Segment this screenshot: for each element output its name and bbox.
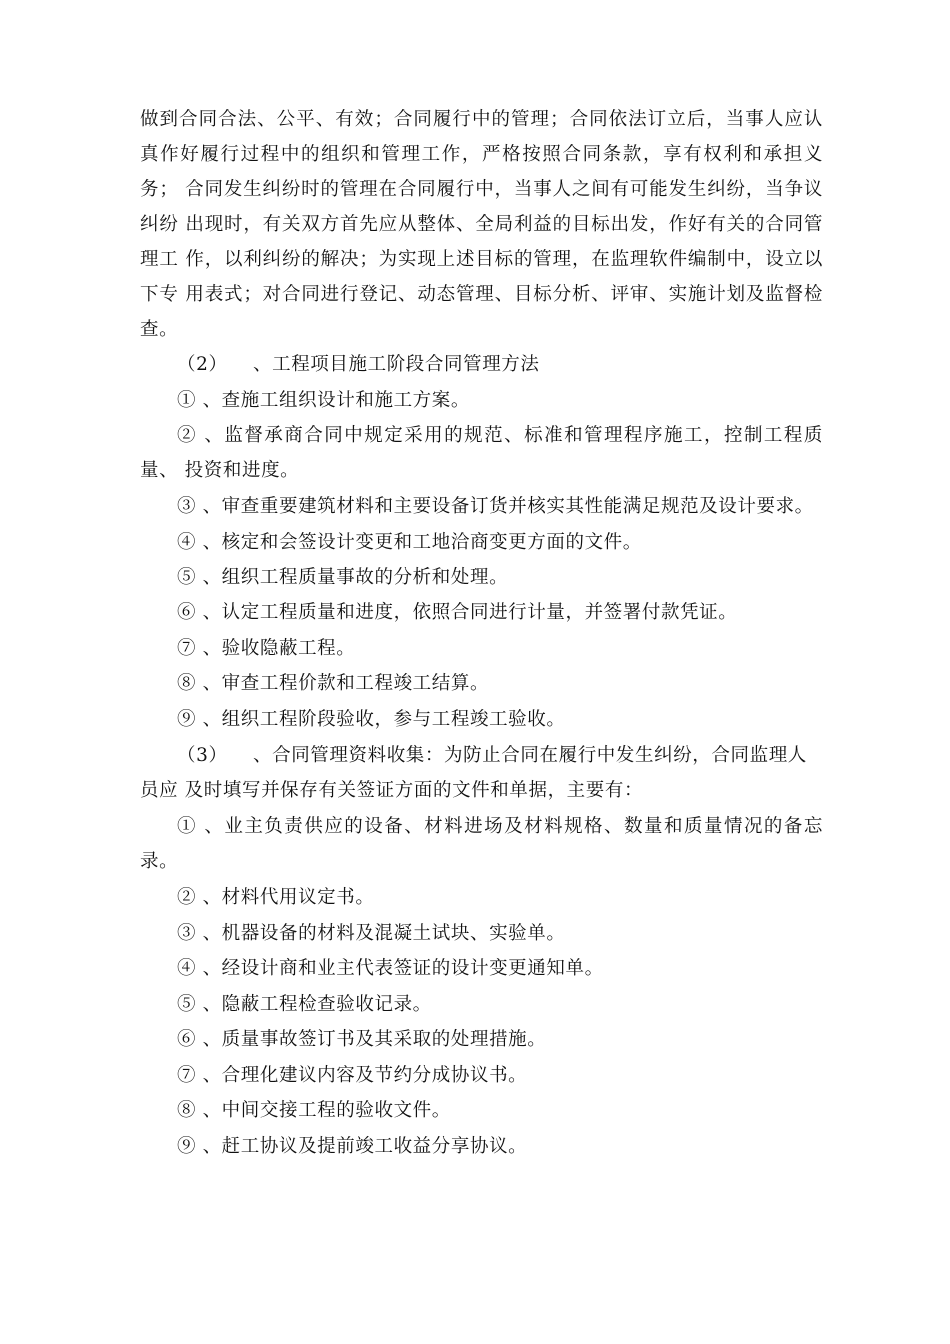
list-item: ① 、业主负责供应的设备、材料进场及材料规格、数量和质量情况的备忘: [177, 816, 823, 837]
section-title: 、工程项目施工阶段合同管理方法: [253, 354, 540, 375]
section-number: （3）: [177, 745, 228, 766]
list-item: ① 、查施工组织设计和施工方案。: [177, 390, 470, 411]
section-heading: [177, 353, 540, 377]
section-title-continuation: 员应 及时填写并保存有关签证方面的文件和单据，主要有：: [140, 780, 644, 801]
paragraph-line: 务； 合同发生纠纷时的管理在合同履行中，当事人之间有可能发生纠纷，当争议: [140, 179, 823, 200]
list-item: ④ 、经设计商和业主代表签证的设计变更通知单。: [177, 958, 604, 979]
list-item: ⑧ 、中间交接工程的验收文件。: [177, 1100, 451, 1121]
list-item: ⑥ 、质量事故签订书及其采取的处理措施。: [177, 1029, 547, 1050]
list-item: ② 、材料代用议定书。: [177, 887, 375, 908]
paragraph-line: 真作好履行过程中的组织和管理工作，严格按照合同条款，享有权利和承担义: [140, 144, 823, 165]
paragraph-line: 纠纷 出现时，有关双方首先应从整体、全局利益的目标出发，作好有关的合同管: [140, 214, 823, 235]
list-item: ⑤ 、隐蔽工程检查验收记录。: [177, 994, 432, 1015]
list-item: ⑤ 、组织工程质量事故的分析和处理。: [177, 567, 509, 588]
list-item-continuation: 录。: [140, 851, 179, 872]
list-item: ④ 、核定和会签设计变更和工地洽商变更方面的文件。: [177, 532, 642, 553]
list-item: ⑦ 、验收隐蔽工程。: [177, 638, 356, 659]
paragraph-line: 下专 用表式；对合同进行登记、动态管理、目标分析、评审、实施计划及监督检: [140, 284, 823, 305]
list-item: ⑧ 、审查工程价款和工程竣工结算。: [177, 673, 490, 694]
list-item: ⑨ 、组织工程阶段验收，参与工程竣工验收。: [177, 709, 566, 730]
section-number: （2）: [177, 354, 228, 375]
paragraph-line: 查。: [140, 319, 179, 340]
list-item: ⑥ 、认定工程质量和进度，依照合同进行计量，并签署付款凭证。: [177, 602, 738, 623]
section-heading: [177, 744, 823, 768]
list-item: ⑦ 、合理化建议内容及节约分成协议书。: [177, 1065, 528, 1086]
list-item: ⑨ 、赶工协议及提前竣工收益分享协议。: [177, 1136, 528, 1157]
section-title: 、合同管理资料收集：为防止合同在履行中发生纠纷，合同监理人: [253, 745, 807, 766]
list-item: ② 、监督承商合同中规定采用的规范、标准和管理程序施工，控制工程质: [177, 425, 823, 446]
paragraph-line: 做到合同合法、公平、有效；合同履行中的管理；合同依法订立后，当事人应认: [140, 109, 823, 130]
list-item: ③ 、机器设备的材料及混凝土试块、实验单。: [177, 923, 566, 944]
paragraph-line: 理工 作，以利纠纷的解决；为实现上述目标的管理，在监理软件编制中，设立以: [140, 249, 823, 270]
list-item-continuation: 量、 投资和进度。: [140, 460, 300, 481]
list-item: ③ 、审查重要建筑材料和主要设备订货并核实其性能满足规范及设计要求。: [177, 496, 814, 517]
